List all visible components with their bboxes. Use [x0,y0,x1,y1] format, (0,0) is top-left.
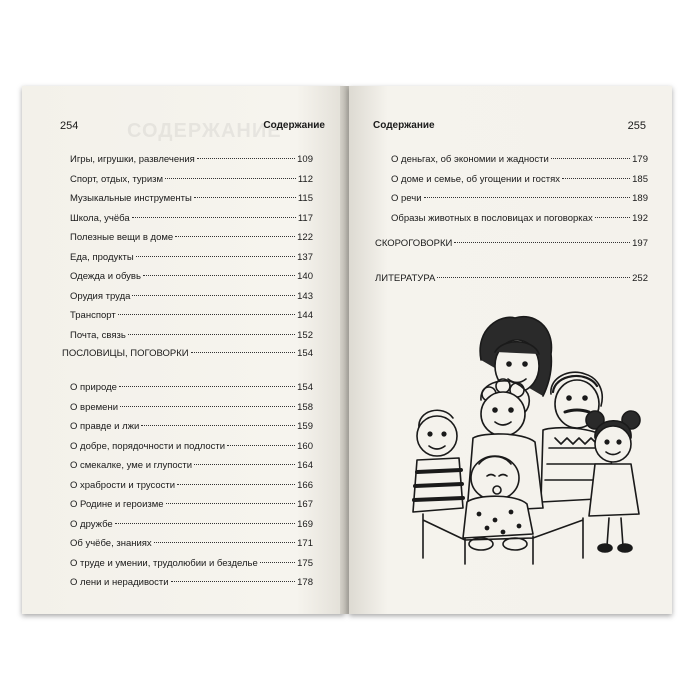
toc-entry-title: О речи [391,193,422,204]
dot-leader [424,197,631,198]
toc-entry [70,310,313,322]
dot-leader [191,352,296,353]
toc-entry-page: 169 [297,518,313,530]
toc-entry-title: О правде и лжи [70,421,140,432]
toc-entry [70,382,313,394]
dot-leader [143,275,295,276]
toc-entry-title: О лени и нерадивости [70,577,169,588]
dot-leader [141,425,295,426]
toc-entry [70,252,313,264]
running-header: Содержание [263,120,325,131]
dot-leader [437,277,630,278]
toc-entry-title: СКОРОГОВОРКИ [375,238,453,249]
toc-entry-title: О Родине и героизме [70,499,164,510]
toc-entry [70,499,313,511]
toc-entry-page: 167 [297,499,313,510]
toc-entry [70,174,313,186]
dot-leader [118,314,295,315]
dot-leader [120,406,295,407]
toc-entry-title: О дружбе [70,518,113,530]
toc-entry-page: 115 [297,193,313,204]
toc-entry-title: Полезные вещи в доме [70,232,174,243]
dot-leader [119,386,295,387]
toc-entry-page: 137 [297,251,313,263]
toc-entry [70,330,313,342]
toc-entry [70,213,313,225]
dot-leader [551,158,630,159]
toc-entry-title: ЛИТЕРАТУРА [375,273,436,284]
toc-entry-page: 112 [297,173,313,185]
toc-entry-page: 197 [632,238,648,249]
dot-leader [171,581,296,582]
toc-entry-page: 109 [297,154,313,165]
toc-entry-page: 192 [632,212,648,224]
toc-entry-page: 154 [297,382,313,393]
dot-leader [132,217,296,218]
dot-leader [115,523,295,524]
dot-leader [177,484,295,485]
toc-entry-title: Об учёбе, знаниях [70,538,152,549]
toc-entry-title: Еда, продукты [70,251,134,263]
family-illustration [383,308,645,570]
dot-leader [260,562,295,563]
toc-entry-page: 117 [297,212,313,224]
toc-entry [70,460,313,472]
toc-entry-page: 189 [632,193,648,204]
toc-entry-title: Почта, связь [70,329,126,341]
boy-figure [413,410,463,512]
toc-entry [391,213,648,225]
toc-entry [70,271,313,283]
toc-entry-page: 166 [297,479,313,491]
toc-entry [70,232,313,244]
dot-leader [132,295,295,296]
toc-entry-title: Орудия труда [70,290,131,302]
dot-leader [194,464,295,465]
dot-leader [166,503,296,504]
toc-entry-title: Спорт, отдых, туризм [70,173,164,185]
toc-entry [70,577,313,589]
dot-leader [175,236,295,237]
dot-leader [595,217,630,218]
toc-entry-title: О смекалке, уме и глупости [70,460,193,471]
toc-section [62,348,313,360]
toc-entry [70,538,313,550]
toc-entry [70,558,313,570]
toc-entry-page: 160 [297,440,313,452]
running-header: Содержание [373,120,435,131]
dot-leader [562,178,630,179]
toc-entry-page: 179 [632,154,648,165]
toc-entry-page: 154 [297,348,313,359]
toc-entry [70,480,313,492]
toc-entry [391,174,648,186]
toc-entry-title: О храбрости и трусости [70,479,176,491]
dot-leader [454,242,630,243]
toc-entry-page: 144 [297,310,313,321]
dot-leader [197,158,295,159]
toc-entry-title: О природе [70,382,117,393]
page-number: 255 [627,120,646,132]
toc-entry-page: 175 [297,557,313,569]
dot-leader [194,197,296,198]
toc-entry-title: Образы животных в пословицах и поговорках [391,212,593,224]
toc-entry [70,421,313,433]
toc-entry [70,291,313,303]
toc-entry-title: О доме и семье, об угощении и гостях [391,173,560,185]
toc-entry [391,193,648,205]
toc-entry-title: Одежда и обувь [70,271,141,282]
toc-entry-page: 152 [297,329,313,341]
toc-entry-title: Игры, игрушки, развлечения [70,154,195,165]
toc-entry-page: 185 [632,173,648,185]
right-page [349,86,672,614]
dot-leader [154,542,295,543]
toc-section [375,273,648,285]
toc-entry [70,402,313,414]
toc-entry-page: 158 [297,401,313,413]
toc-entry-page: 159 [297,421,313,432]
toc-entry-title: О деньгах, об экономии и жадности [391,154,549,165]
dot-leader [165,178,296,179]
toc-entry-title: Школа, учёба [70,212,130,224]
toc-entry-page: 178 [297,577,313,588]
toc-entry-title: О времени [70,401,119,413]
open-book [22,86,672,614]
toc-entry-title: ПОСЛОВИЦЫ, ПОГОВОРКИ [62,348,189,359]
toc-entry-title: Транспорт [70,310,116,321]
dot-leader [136,256,295,257]
dot-leader [227,445,295,446]
toc-entry [70,193,313,205]
bleed-through-text: СОДЕРЖАНИЕ [127,120,282,142]
toc-entry [70,519,313,531]
toc-entry [70,154,313,166]
page-number: 254 [60,120,79,132]
toc-entry-title: Музыкальные инструменты [70,193,192,204]
dot-leader [128,334,295,335]
toc-entry-page: 140 [297,271,313,282]
toc-entry-title: О добре, порядочности и подлости [70,440,226,452]
toc-entry [70,441,313,453]
toc-entry-page: 164 [297,460,313,471]
toc-section [375,238,648,250]
toc-entry-title: О труде и умении, трудолюбии и безделье [70,557,258,569]
left-page [22,86,345,614]
toc-entry-page: 122 [297,232,313,243]
toc-entry [391,154,648,166]
toc-entry-page: 171 [297,538,313,549]
toc-entry-page: 252 [632,273,648,284]
toc-entry-page: 143 [297,290,313,302]
